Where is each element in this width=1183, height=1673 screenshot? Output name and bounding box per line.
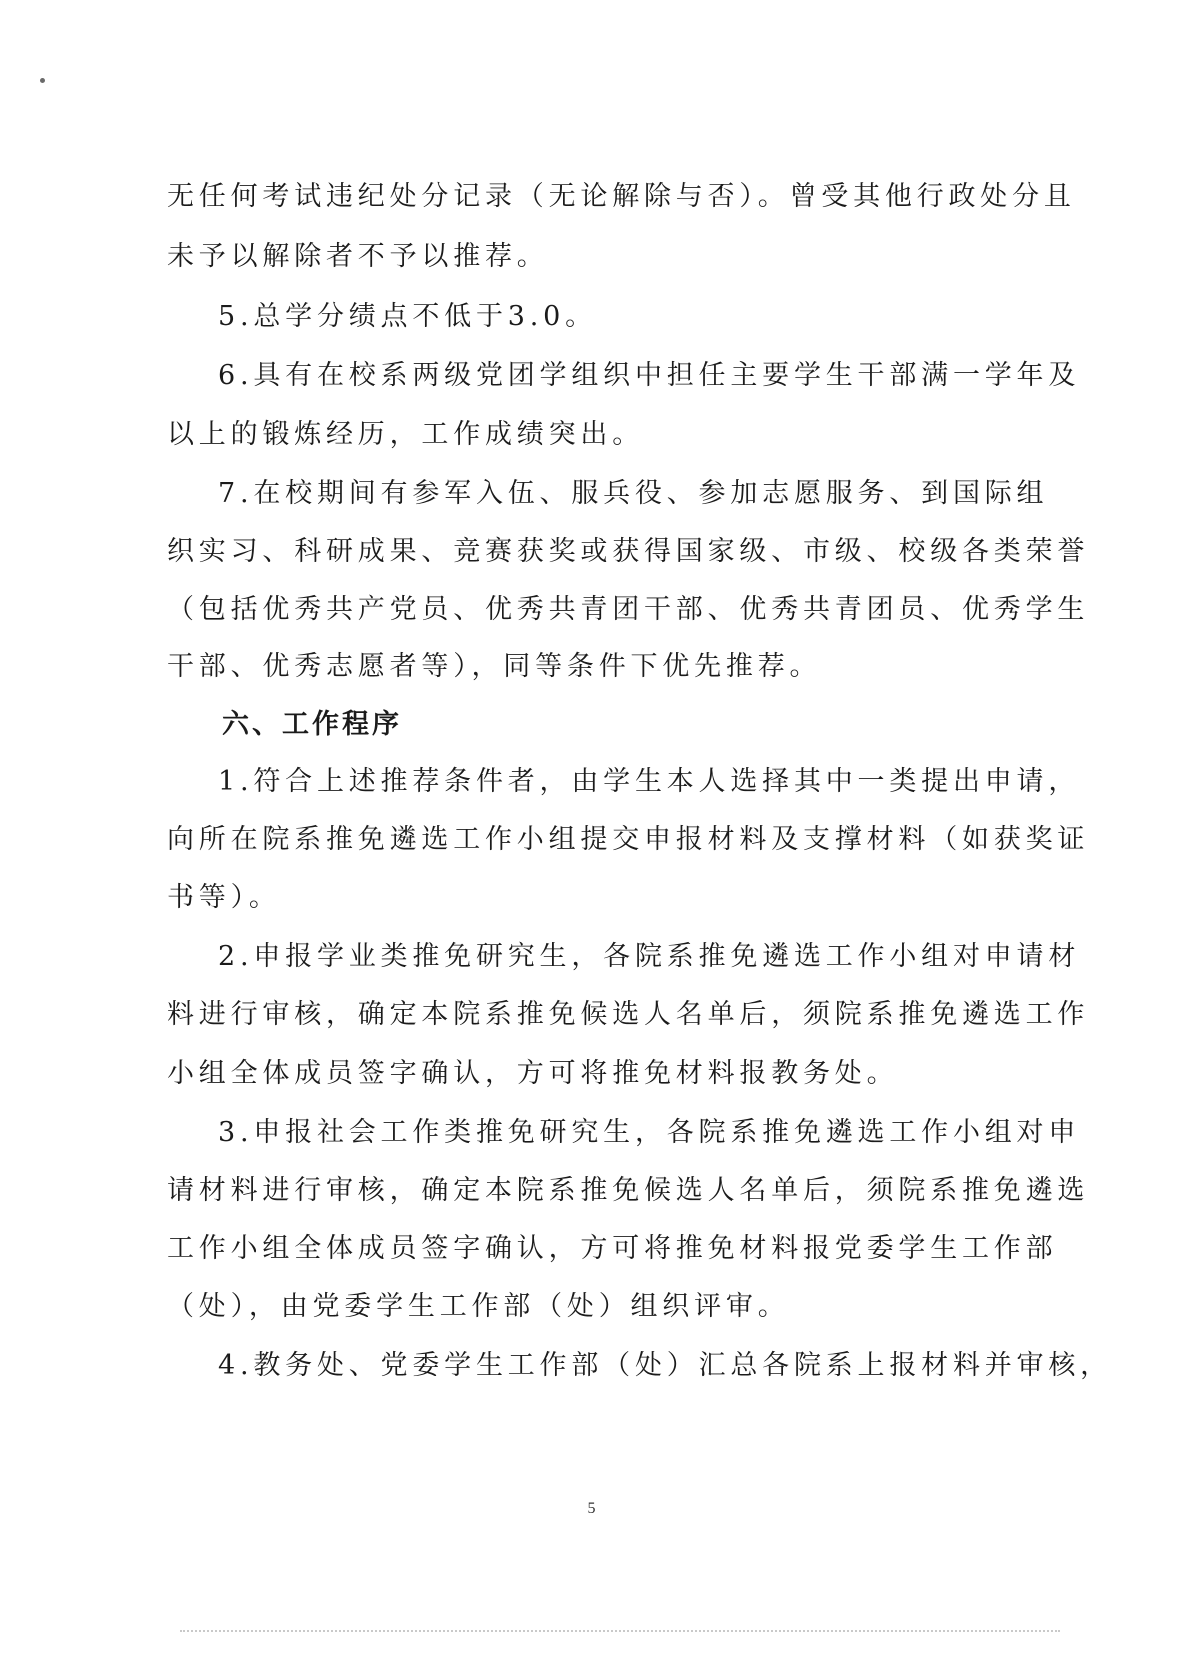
scan-speck — [40, 78, 45, 83]
text-line-continuation: 料进行审核，确定本院系推免候选人名单后，须院系推免遴选工作 — [167, 999, 1090, 1030]
item-5-paragraph: 5.总学分绩点不低于3.0。 — [218, 301, 597, 332]
text-line-continuation: 工作小组全体成员签字确认，方可将推免材料报党委学生工作部 — [167, 1233, 1058, 1264]
procedure-4-paragraph: 4.教务处、党委学生工作部（处）汇总各院系上报材料并审核， — [218, 1350, 1112, 1381]
text-line-continuation: 未予以解除者不予以推荐。 — [167, 241, 549, 272]
text-line-continuation: 请材料进行审核，确定本院系推免候选人名单后，须院系推免遴选 — [167, 1175, 1090, 1206]
text-line-continuation: 以上的锻炼经历，工作成绩突出。 — [167, 419, 644, 450]
item-6-paragraph: 6.具有在校系两级党团学组织中担任主要学生干部满一学年及 — [218, 360, 1081, 391]
section-heading-work-procedure: 六、工作程序 — [222, 709, 402, 740]
procedure-3-paragraph: 3.申报社会工作类推免研究生，各院系推免遴选工作小组对申 — [218, 1117, 1081, 1148]
item-7-paragraph: 7.在校期间有参军入伍、服兵役、参加志愿服务、到国际组 — [218, 478, 1049, 509]
procedure-2-paragraph: 2.申报学业类推免研究生，各院系推免遴选工作小组对申请材 — [218, 941, 1081, 972]
text-line-continuation: 书等）。 — [167, 882, 281, 913]
text-line-continuation: 无任何考试违纪处分记录（无论解除与否）。曾受其他行政处分且 — [167, 181, 1076, 212]
page-number: 5 — [587, 1500, 596, 1517]
text-line-continuation: （处），由党委学生工作部（处）组织评审。 — [167, 1291, 790, 1322]
text-line-continuation: 小组全体成员签字确认，方可将推免材料报教务处。 — [167, 1058, 899, 1089]
text-line-continuation: 向所在院系推免遴选工作小组提交申报材料及支撑材料（如获奖证 — [167, 824, 1090, 855]
text-line-continuation: （包括优秀共产党员、优秀共青团干部、优秀共青团员、优秀学生 — [167, 594, 1090, 625]
footer-dotted-rule — [180, 1630, 1060, 1632]
text-line-continuation: 织实习、科研成果、竞赛获奖或获得国家级、市级、校级各类荣誉 — [167, 536, 1090, 567]
procedure-1-paragraph: 1.符合上述推荐条件者，由学生本人选择其中一类提出申请， — [218, 766, 1081, 797]
text-line-continuation: 干部、优秀志愿者等），同等条件下优先推荐。 — [167, 651, 822, 682]
